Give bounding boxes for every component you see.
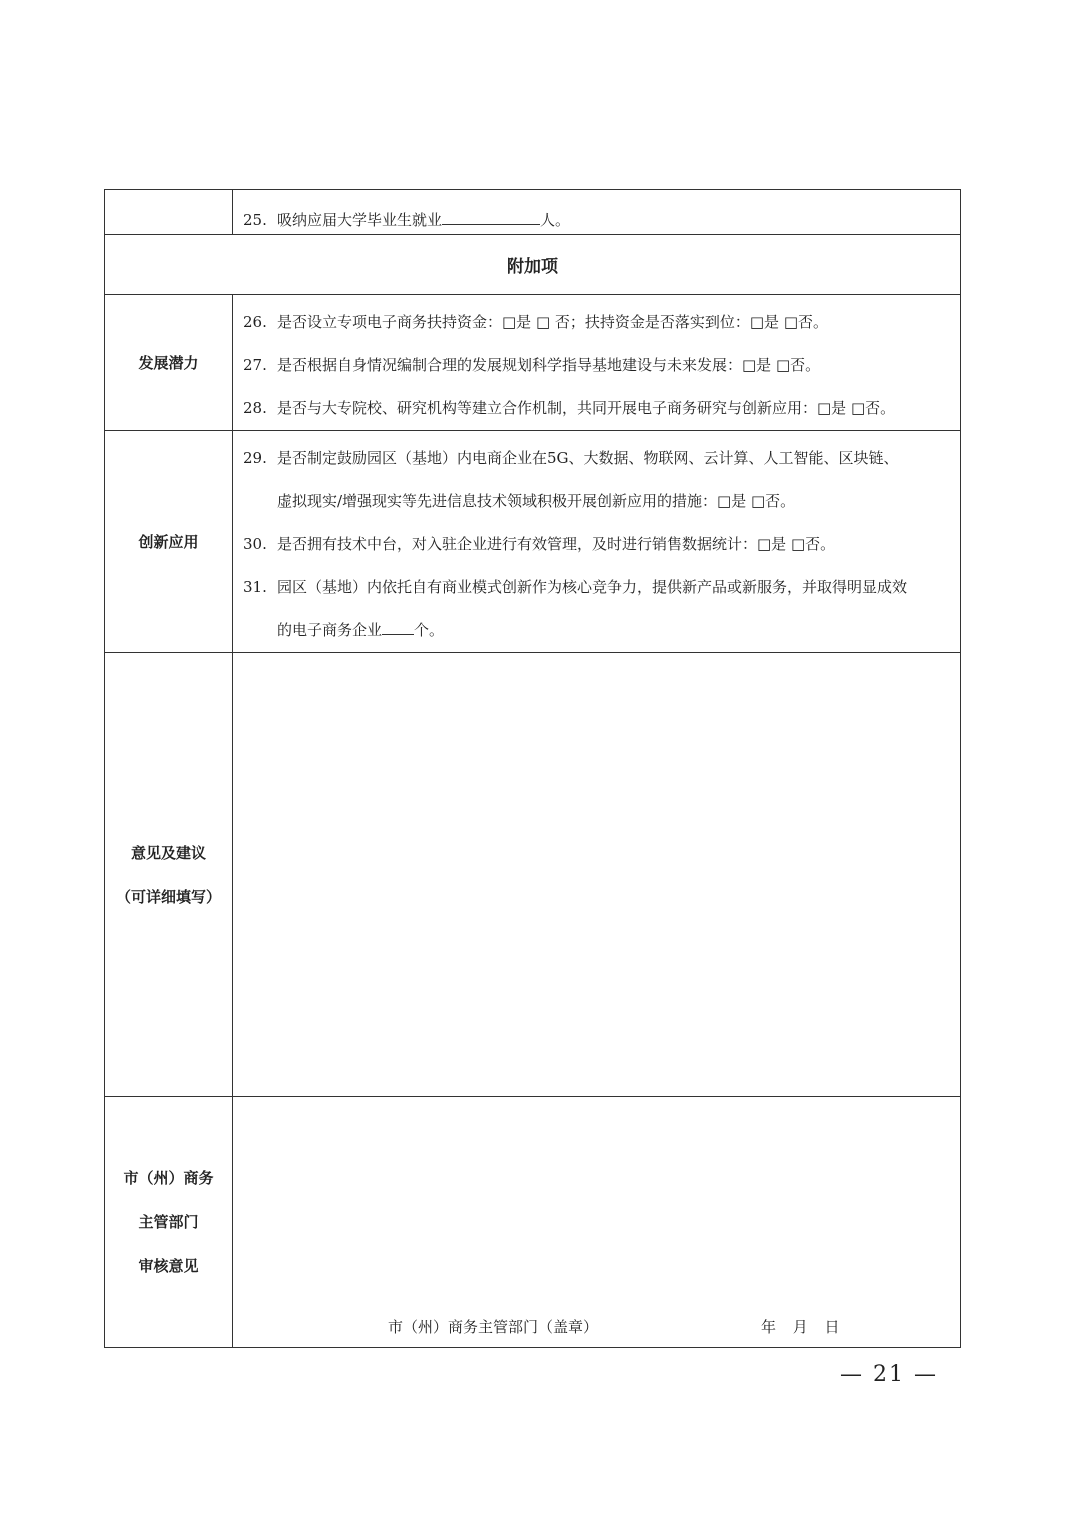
item-27 [243, 344, 956, 387]
item-29 [243, 437, 956, 480]
item-31-suffix: 个。 [414, 621, 445, 639]
row-opinions-suggestions [105, 653, 961, 1097]
innovation-application-label: 创新应用 [105, 431, 233, 653]
graduates-count-blank[interactable] [442, 210, 540, 225]
item-25-number: 25. [243, 211, 267, 229]
additional-items-heading: 附加项 [105, 235, 961, 295]
item-31-line2 [243, 609, 956, 652]
item-28-number: 28. [243, 399, 267, 417]
row-development-potential [105, 295, 961, 431]
item-31-number: 31. [243, 578, 267, 596]
item-30-number: 30. [243, 535, 267, 553]
row-additional-header [105, 235, 961, 295]
item-29-text-line1: 是否制定鼓励园区（基地）内电商企业在5G、大数据、物联网、云计算、人工智能、区块链、 [277, 449, 899, 467]
empty-label-cell [105, 190, 233, 235]
enterprise-count-blank[interactable] [382, 620, 414, 635]
signature-date-text: 年 月 日 [761, 1318, 840, 1336]
item-31-text-line2: 的电子商务企业 [277, 621, 383, 639]
item-27-text[interactable]: 是否根据自身情况编制合理的发展规划科学指导基地建设与未来发展：□是 □否。 [277, 356, 821, 374]
item-26-number: 26. [243, 313, 267, 331]
item-30 [243, 523, 956, 566]
item-26 [243, 301, 956, 344]
item-29-text-line2[interactable]: 虚拟现实/增强现实等先进信息技术领域积极开展创新应用的措施：□是 □否。 [277, 492, 796, 510]
row-review-opinion [105, 1097, 961, 1348]
seal-department-text: 市（州）商务主管部门（盖章） [388, 1318, 599, 1336]
opinions-label-cell [105, 653, 233, 1097]
evaluation-form-table [104, 189, 961, 1348]
review-label-line1: 市（州）商务 [123, 1169, 214, 1187]
item-29-number: 29. [243, 449, 267, 467]
opinions-input-area[interactable] [233, 653, 961, 1097]
item-25-cell [233, 190, 961, 235]
item-31 [243, 566, 956, 609]
item-25-text: 吸纳应届大学毕业生就业 [277, 211, 443, 229]
row-innovation-application [105, 431, 961, 653]
innovation-items-cell [233, 431, 961, 653]
item-30-text[interactable]: 是否拥有技术中台，对入驻企业进行有效管理，及时进行销售数据统计：□是 □否。 [277, 535, 836, 553]
page-number: — 21 — [840, 1362, 938, 1387]
item-28-text[interactable]: 是否与大专院校、研究机构等建立合作机制，共同开展电子商务研究与创新应用：□是 □否。 [277, 399, 896, 417]
item-27-number: 27. [243, 356, 267, 374]
item-26-text[interactable]: 是否设立专项电子商务扶持资金：□是 □ 否；扶持资金是否落实到位：□是 □否。 [277, 313, 828, 331]
review-input-area[interactable] [233, 1097, 961, 1348]
development-items-cell [233, 295, 961, 431]
item-25-suffix: 人。 [540, 211, 571, 229]
item-31-text-line1: 园区（基地）内依托自有商业模式创新作为核心竞争力，提供新产品或新服务，并取得明显成效 [277, 578, 908, 596]
review-label-line2: 主管部门 [138, 1213, 199, 1231]
row-item-25 [105, 190, 961, 235]
opinions-label-note: （可详细填写） [115, 887, 221, 906]
review-label-cell [105, 1097, 233, 1348]
opinions-label: 意见及建议 [130, 843, 206, 862]
development-potential-label: 发展潜力 [105, 295, 233, 431]
item-28 [243, 387, 956, 430]
review-label-line3: 审核意见 [138, 1257, 199, 1275]
